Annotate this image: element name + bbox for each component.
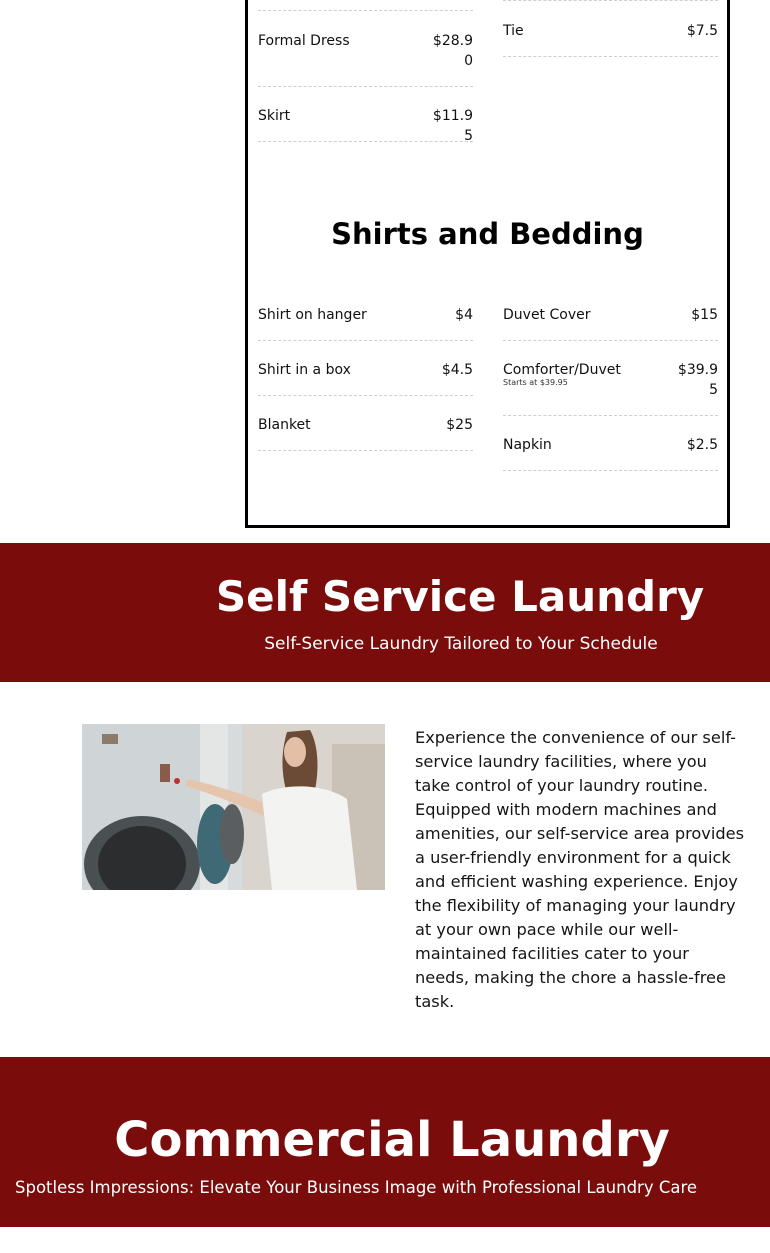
item-price: $28.90 bbox=[432, 33, 473, 69]
item-name: Comforter/Duvet bbox=[503, 362, 621, 378]
row-divider bbox=[258, 10, 473, 11]
section-title: Shirts and Bedding bbox=[331, 217, 644, 251]
item-price: $39.95 bbox=[677, 362, 718, 398]
price-card bbox=[245, 0, 730, 528]
commercial-title: Commercial Laundry bbox=[114, 1112, 670, 1168]
item-name: Napkin bbox=[503, 437, 552, 453]
self-service-description: Experience the convenience of our self-service laundry facilities, where you take control of your laundry routine. Equipped with modern machines and amenities, our self-service area provides a user-friendly environment for a quick and efficient washing experience. Enjoy the flexibility of managing your laundry at your own pace while our well-maintained facilities cater to your needs, making the chore a hassle-free task. bbox=[415, 728, 745, 1011]
price-row bbox=[503, 360, 718, 416]
price-row bbox=[258, 360, 473, 396]
price-row bbox=[258, 31, 473, 87]
commercial-subtitle: Spotless Impressions: Elevate Your Business Image with Professional Laundry Care bbox=[15, 1178, 698, 1197]
item-name: Formal Dress bbox=[258, 33, 350, 49]
price-row bbox=[503, 21, 718, 57]
price-row bbox=[258, 415, 473, 451]
item-price: $2.5 bbox=[686, 437, 718, 453]
item-name: Skirt bbox=[258, 108, 291, 124]
commercial-banner bbox=[0, 1057, 770, 1227]
item-price: $4.5 bbox=[441, 362, 473, 378]
laundry-photo bbox=[82, 724, 385, 890]
self-service-title: Self Service Laundry bbox=[215, 572, 705, 621]
item-price: $11.95 bbox=[432, 108, 473, 144]
item-name: Shirt on hanger bbox=[258, 307, 367, 323]
item-price: $25 bbox=[446, 417, 473, 433]
item-name: Tie bbox=[503, 23, 524, 39]
row-divider bbox=[503, 0, 718, 1]
price-row bbox=[258, 106, 473, 142]
item-note: Starts at $39.95 bbox=[503, 378, 568, 387]
price-row bbox=[503, 305, 718, 341]
item-price: $7.5 bbox=[686, 23, 718, 39]
item-price: $4 bbox=[455, 307, 473, 323]
price-row bbox=[503, 435, 718, 471]
item-name: Blanket bbox=[258, 417, 311, 433]
price-row bbox=[258, 305, 473, 341]
self-service-subtitle: Self-Service Laundry Tailored to Your Schedule bbox=[264, 634, 658, 654]
item-name: Duvet Cover bbox=[503, 307, 591, 323]
item-price: $15 bbox=[691, 307, 718, 323]
woman-at-dryer-image bbox=[82, 724, 385, 890]
self-service-banner bbox=[0, 543, 770, 682]
item-name: Shirt in a box bbox=[258, 362, 351, 378]
